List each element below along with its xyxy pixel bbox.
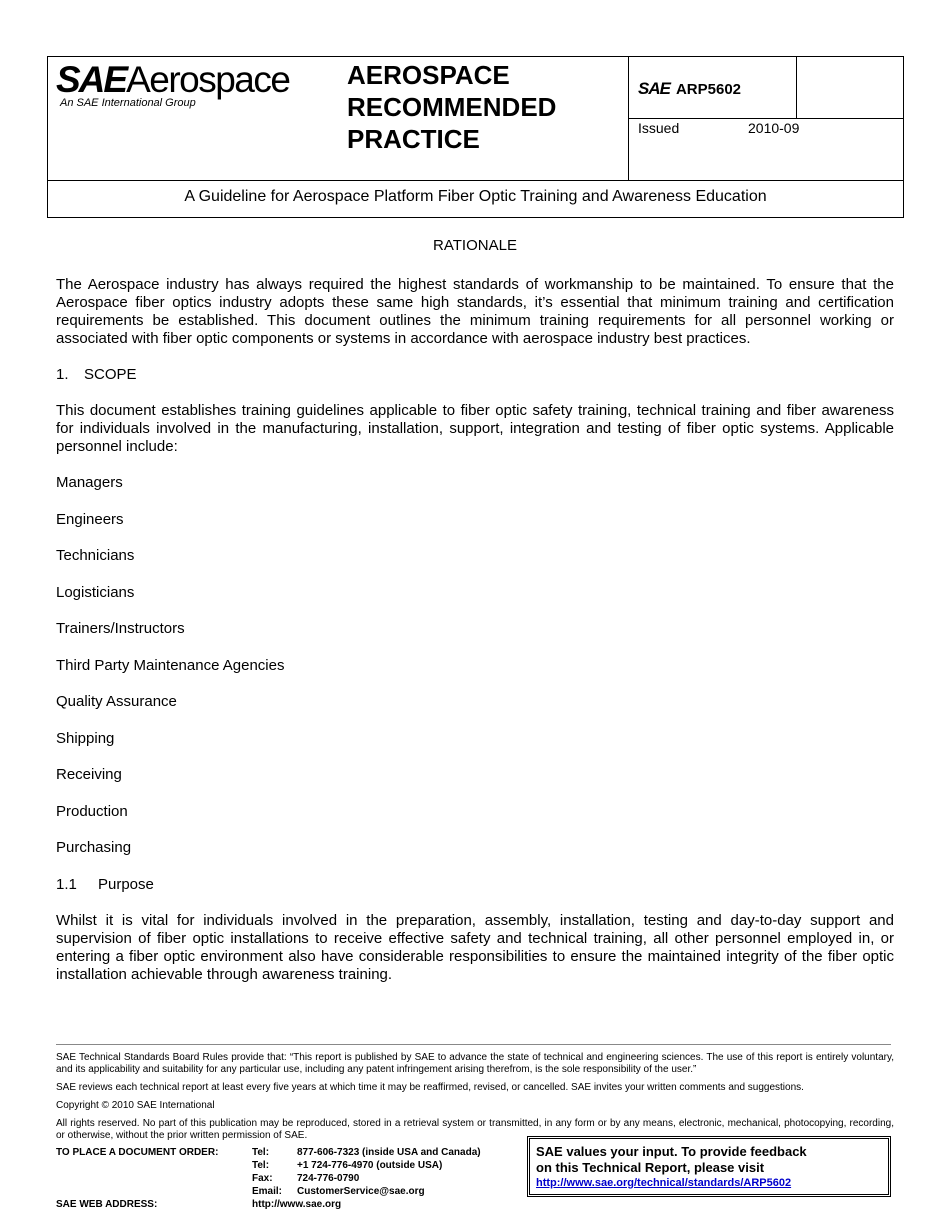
- header-table: [47, 56, 904, 218]
- footer-copyright: Copyright © 2010 SAE International: [56, 1100, 215, 1111]
- sae-mini-logo: SAE: [638, 79, 670, 98]
- personnel-item: Purchasing: [56, 839, 132, 856]
- footer-review-text: SAE reviews each technical report at least every five years at which time it may be reaffirmed, revised, or cancelled. SAE invites your written comments and suggestions.: [56, 1082, 804, 1093]
- logo-tagline: An SAE International Group: [60, 97, 196, 109]
- contact-label: Tel:: [252, 1160, 270, 1171]
- web-address-value[interactable]: http://www.sae.org: [252, 1199, 342, 1210]
- feedback-line: on this Technical Report, please visit: [536, 1160, 765, 1175]
- personnel-item: Quality Assurance: [56, 693, 177, 710]
- feedback-box: [527, 1136, 891, 1197]
- web-address-label: SAE WEB ADDRESS:: [56, 1199, 158, 1210]
- scope-heading: [56, 366, 137, 383]
- header-divider: [628, 118, 903, 119]
- contact-value: +1 724-776-4970 (outside USA): [297, 1160, 443, 1171]
- rationale-text: The Aerospace industry has always required the highest standards of workmanship to be maintained. To ensure that the Aerospace fiber optics industry adopts these same high standards, it’s essential that minimum training and certification requirements be established. This document outlines the minimum training requirements for all personnel working or associated with fiber optic components or systems in accordance with aerospace industry best practices.: [56, 276, 894, 347]
- section-number: 1.1: [56, 876, 77, 893]
- feedback-link[interactable]: http://www.sae.org/technical/standards/ARP5602: [536, 1177, 792, 1189]
- header-divider: [48, 180, 903, 181]
- contact-value: 724-776-0790: [297, 1173, 360, 1184]
- order-label: TO PLACE A DOCUMENT ORDER:: [56, 1147, 219, 1158]
- document-number: [638, 79, 741, 99]
- personnel-item: Managers: [56, 474, 123, 491]
- document-type-line: RECOMMENDED: [347, 92, 557, 122]
- feedback-text: [536, 1144, 807, 1176]
- purpose-text: Whilst it is vital for individuals involved in the preparation, assembly, installation, testing and day-to-day support and supervision of fiber optic installations to receive effective safety and technical training, all other personnel employed in, or entering a fiber optic environment also have considerable responsibilities to ensure the maintained integrity of the fiber optic installation achievable through awareness training.: [56, 912, 894, 983]
- contact-label: Tel:: [252, 1147, 270, 1158]
- footer-rights-text: All rights reserved. No part of this publication may be reproduced, stored in a retrieval system or transmitted, in any form or by any means, electronic, mechanical, photocopying, recording, or otherwise, without the prior written permission of SAE.: [56, 1118, 894, 1141]
- section-title: SCOPE: [84, 366, 137, 383]
- contact-label: Fax:: [252, 1173, 273, 1184]
- sae-aerospace-logo: [54, 57, 334, 117]
- section-title: Purpose: [98, 876, 154, 893]
- issued-value: 2010-09: [748, 120, 800, 136]
- personnel-item: Engineers: [56, 511, 124, 528]
- scope-text: This document establishes training guidelines applicable to fiber optic safety training, technical training and fiber awareness for individuals involved in the manufacturing, installation, support, integration and testing of fiber optic systems. Applicable personnel include:: [56, 402, 894, 455]
- header-divider: [796, 57, 797, 118]
- document-type-line: PRACTICE: [347, 124, 480, 154]
- personnel-item: Trainers/Instructors: [56, 620, 185, 637]
- contact-value: 877-606-7323 (inside USA and Canada): [297, 1147, 481, 1158]
- contact-label: Email:: [252, 1186, 283, 1197]
- rationale-heading: RATIONALE: [433, 237, 517, 254]
- footer-rules-text: SAE Technical Standards Board Rules provide that: “This report is published by SAE to advance the state of technical and engineering sciences. The use of this report is entirely voluntary, and its applicability and suitability for any particular use, including any patent infringement arising therefrom, is the sole responsibility of the user.”: [56, 1052, 894, 1075]
- purpose-heading: [56, 876, 154, 893]
- personnel-item: Logisticians: [56, 584, 135, 601]
- personnel-item: Receiving: [56, 766, 122, 783]
- document-type-line: AEROSPACE: [347, 60, 510, 90]
- personnel-item: Production: [56, 803, 128, 820]
- footer-divider: [56, 1044, 891, 1045]
- document-title: A Guideline for Aerospace Platform Fiber Optic Training and Awareness Education: [184, 188, 767, 205]
- document-type: [347, 59, 556, 155]
- personnel-item: Technicians: [56, 547, 135, 564]
- contact-value: CustomerService@sae.org: [297, 1186, 425, 1197]
- section-number: 1.: [56, 366, 69, 383]
- logo-brand: SAE: [56, 59, 127, 100]
- issued-label: Issued: [638, 120, 680, 136]
- logo-name: Aerospace: [126, 59, 290, 100]
- feedback-line: SAE values your input. To provide feedback: [536, 1144, 807, 1159]
- document-number-value: ARP5602: [675, 81, 742, 98]
- personnel-item: Shipping: [56, 730, 115, 747]
- personnel-item: Third Party Maintenance Agencies: [56, 657, 285, 674]
